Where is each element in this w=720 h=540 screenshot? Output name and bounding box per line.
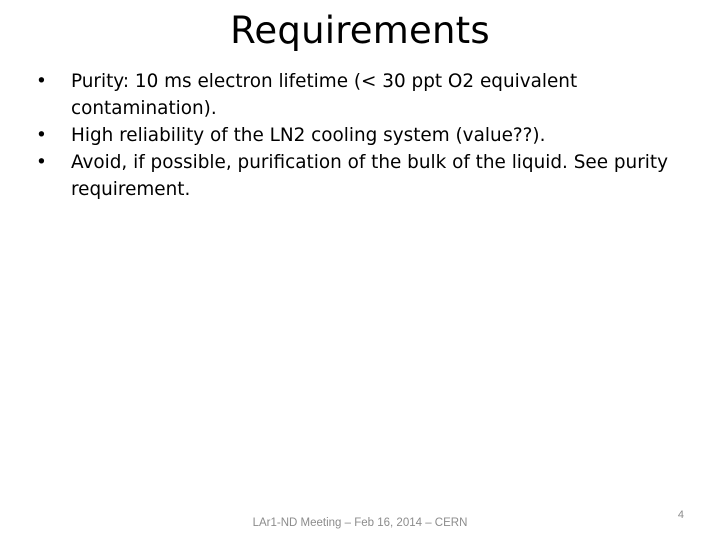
bullet-text: Purity: 10 ms electron lifetime (< 30 ppt O2 equivalent contamination). <box>71 71 578 119</box>
bullet-marker: • <box>36 71 47 92</box>
bullet-text: High reliability of the LN2 cooling system (value??). <box>71 125 546 146</box>
bullet-list <box>36 68 696 203</box>
page-number: 4 <box>677 509 684 521</box>
slide-footer: LAr1-ND Meeting – Feb 16, 2014 – CERN <box>252 517 468 529</box>
bullet-marker: • <box>36 152 47 173</box>
bullet-text: Avoid, if possible, purification of the bulk of the liquid. See purity requirement. <box>71 152 668 200</box>
bullet-item-reliability <box>36 122 696 149</box>
bullet-item-purity <box>36 68 696 122</box>
bullet-marker: • <box>36 125 47 146</box>
bullet-item-purification <box>36 149 696 203</box>
slide-title: Requirements <box>230 9 490 52</box>
